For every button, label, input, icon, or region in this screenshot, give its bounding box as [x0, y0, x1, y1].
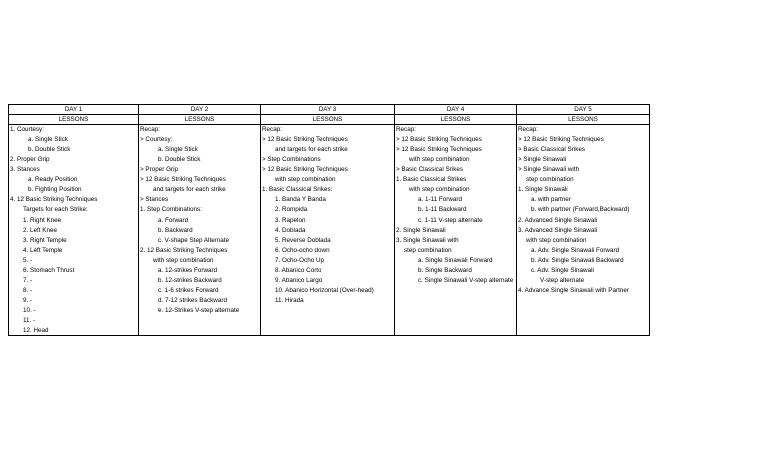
lesson-cell-day-5[interactable]: V-step alternate — [517, 275, 650, 285]
lesson-cell-day-3[interactable]: > 12 Basic Striking Techniques — [261, 165, 395, 175]
lesson-cell-day-1[interactable]: 8. - — [9, 285, 139, 295]
lesson-cell-day-1[interactable]: Targets for each Strike: — [9, 205, 139, 215]
lesson-cell-day-2[interactable]: b. Backward — [139, 225, 261, 235]
lesson-cell-day-5[interactable]: c. Adv. Single Sinawali — [517, 265, 650, 275]
lesson-cell-day-4[interactable] — [395, 326, 517, 336]
lesson-cell-day-1[interactable]: 1. Right Knee — [9, 215, 139, 225]
lesson-cell-day-2[interactable] — [139, 315, 261, 325]
lesson-cell-day-3[interactable]: > Step Combinations — [261, 155, 395, 165]
lesson-cell-day-1[interactable]: 4. 12 Basic Striking Techniques — [9, 195, 139, 205]
lesson-cell-day-1[interactable]: 2. Proper Grip — [9, 155, 139, 165]
lesson-cell-day-3[interactable]: 10. Abanico Horizontal (Over-head) — [261, 285, 395, 295]
lesson-cell-day-3[interactable]: 8. Abanico Corto — [261, 265, 395, 275]
lesson-cell-day-1[interactable]: 2. Left Knee — [9, 225, 139, 235]
lesson-cell-day-3[interactable]: 9. Abanico Largo — [261, 275, 395, 285]
table-row — [9, 195, 650, 205]
lesson-cell-day-5[interactable]: 4. Advance Single Sinawali with Partner — [517, 285, 650, 295]
lesson-cell-day-3[interactable] — [261, 315, 395, 325]
day-header-row — [9, 105, 650, 115]
lesson-cell-day-3[interactable]: 7. Ocho-Ocho Up — [261, 255, 395, 265]
lesson-cell-day-1[interactable]: 6. Stomach Thrust — [9, 265, 139, 275]
lesson-cell-day-2[interactable]: b. 12-strikes Backward — [139, 275, 261, 285]
lesson-cell-day-3[interactable]: 5. Reverse Doblada — [261, 235, 395, 245]
lessons-header-day-4[interactable]: LESSONS — [395, 115, 517, 125]
lesson-cell-day-5[interactable]: step combination — [517, 175, 650, 185]
lesson-cell-day-3[interactable]: 11. Hirada — [261, 295, 395, 305]
lesson-cell-day-2[interactable]: > 12 Basic Striking Techniques — [139, 175, 261, 185]
table-row — [9, 235, 650, 245]
table-row — [9, 185, 650, 195]
lesson-cell-day-4[interactable]: Recap: — [395, 125, 517, 135]
lesson-cell-day-2[interactable]: and targets for each strike — [139, 185, 261, 195]
lesson-cell-day-2[interactable]: c. 1-6 strikes Forward — [139, 285, 261, 295]
lesson-cell-day-2[interactable]: a. Forward — [139, 215, 261, 225]
lesson-cell-day-2[interactable]: > Proper Grip — [139, 165, 261, 175]
lesson-cell-day-2[interactable]: > Stances — [139, 195, 261, 205]
lesson-cell-day-4[interactable] — [395, 285, 517, 295]
lesson-cell-day-1[interactable]: a. Single Stick — [9, 135, 139, 145]
table-row — [9, 285, 650, 295]
table-row — [9, 255, 650, 265]
lesson-cell-day-4[interactable]: > 12 Basic Striking Techniques — [395, 135, 517, 145]
lesson-rows — [9, 125, 650, 336]
lesson-cell-day-5[interactable]: with step combination — [517, 235, 650, 245]
lesson-cell-day-4[interactable]: 3. Single Sinawali with — [395, 235, 517, 245]
lesson-cell-day-3[interactable]: 4. Doblada — [261, 225, 395, 235]
lessons-header-day-1[interactable]: LESSONS — [9, 115, 139, 125]
lesson-cell-day-5[interactable]: > Single Sinawali — [517, 155, 650, 165]
lesson-cell-day-3[interactable]: 1. Banda Y Banda — [261, 195, 395, 205]
lesson-cell-day-5[interactable]: > 12 Basic Striking Techniques — [517, 135, 650, 145]
lesson-cell-day-4[interactable]: > 12 Basic Striking Techniques — [395, 145, 517, 155]
table-row — [9, 145, 650, 155]
lesson-cell-day-1[interactable]: 5. - — [9, 255, 139, 265]
lessons-header-row — [9, 115, 650, 125]
lesson-cell-day-2[interactable]: a. Single Stick — [139, 145, 261, 155]
lesson-cell-day-3[interactable] — [261, 305, 395, 315]
table-row — [9, 225, 650, 235]
lesson-cell-day-5[interactable]: > Basic Classical Srikes — [517, 145, 650, 155]
lesson-cell-day-1[interactable]: 3. Stances — [9, 165, 139, 175]
lesson-cell-day-2[interactable]: Recap: — [139, 125, 261, 135]
lesson-cell-day-4[interactable]: c. 1-11 V-step alternate — [395, 215, 517, 225]
lesson-cell-day-4[interactable]: 2. Single Sinawali — [395, 225, 517, 235]
table-row — [9, 305, 650, 315]
lesson-cell-day-5[interactable] — [517, 326, 650, 336]
table-row — [9, 315, 650, 325]
lesson-cell-day-1[interactable]: 3. Right Temple — [9, 235, 139, 245]
lesson-cell-day-1[interactable]: 1. Courtesy: — [9, 125, 139, 135]
lesson-cell-day-2[interactable]: b. Double Stick — [139, 155, 261, 165]
lesson-cell-day-5[interactable]: a. Adv. Single Sinawali Forward — [517, 245, 650, 255]
lesson-cell-day-3[interactable]: and targets for each strike — [261, 145, 395, 155]
lesson-cell-day-4[interactable]: > Basic Classical Srikes — [395, 165, 517, 175]
table-row — [9, 275, 650, 285]
lesson-cell-day-2[interactable]: > Courtesy: — [139, 135, 261, 145]
lesson-cell-day-5[interactable]: b. Adv. Single Sinawali Backward — [517, 255, 650, 265]
lesson-cell-day-4[interactable]: a. Single Sinawali Forward — [395, 255, 517, 265]
lesson-cell-day-3[interactable]: Recap: — [261, 125, 395, 135]
lesson-cell-day-1[interactable]: a. Ready Position — [9, 175, 139, 185]
lesson-cell-day-1[interactable]: 10. - — [9, 305, 139, 315]
lesson-cell-day-5[interactable] — [517, 305, 650, 315]
table-row — [9, 165, 650, 175]
lesson-cell-day-4[interactable] — [395, 295, 517, 305]
lesson-cell-day-5[interactable]: 2. Advanced Single Sinawali — [517, 215, 650, 225]
day-1-header[interactable]: DAY 1 — [9, 105, 139, 115]
lesson-cell-day-4[interactable]: b. 1-11 Backward — [395, 205, 517, 215]
lesson-cell-day-3[interactable]: with step combination — [261, 175, 395, 185]
lesson-cell-day-2[interactable] — [139, 326, 261, 336]
lesson-cell-day-4[interactable]: b. Single Backward — [395, 265, 517, 275]
lesson-cell-day-2[interactable]: 1. Step Combinations: — [139, 205, 261, 215]
lesson-cell-day-2[interactable]: 2. 12 Basic Striking Techniques — [139, 245, 261, 255]
lessons-header-day-2[interactable]: LESSONS — [139, 115, 261, 125]
table-row — [9, 265, 650, 275]
lesson-cell-day-1[interactable]: b. Fighting Position — [9, 185, 139, 195]
lesson-cell-day-3[interactable]: > 12 Basic Striking Techniques — [261, 135, 395, 145]
table-row — [9, 205, 650, 215]
lesson-cell-day-4[interactable]: c. Single Sinawali V-step alternate — [395, 275, 517, 285]
lesson-cell-day-5[interactable]: 1. Single Sinawali — [517, 185, 650, 195]
lesson-cell-day-4[interactable]: step combination — [395, 245, 517, 255]
lesson-cell-day-4[interactable]: a. 1-11 Forward — [395, 195, 517, 205]
table-row — [9, 215, 650, 225]
lesson-cell-day-2[interactable]: d. 7-12 strikes Backward — [139, 295, 261, 305]
day-4-header[interactable]: DAY 4 — [395, 105, 517, 115]
day-2-header[interactable]: DAY 2 — [139, 105, 261, 115]
lesson-cell-day-5[interactable] — [517, 295, 650, 305]
lesson-cell-day-2[interactable]: a. 12-strikes Forward — [139, 265, 261, 275]
lesson-plan-table — [8, 104, 650, 336]
lesson-cell-day-5[interactable]: > Single Sinawali with — [517, 165, 650, 175]
lesson-cell-day-3[interactable] — [261, 326, 395, 336]
lesson-cell-day-1[interactable]: 9. - — [9, 295, 139, 305]
lesson-cell-day-4[interactable]: with step combination — [395, 185, 517, 195]
lesson-cell-day-1[interactable]: 11. - — [9, 315, 139, 325]
lesson-cell-day-2[interactable]: e. 12-Strikes V-step alternate — [139, 305, 261, 315]
lesson-cell-day-5[interactable]: Recap: — [517, 125, 650, 135]
lesson-cell-day-1[interactable]: b. Double Stick — [9, 145, 139, 155]
lesson-cell-day-4[interactable]: with step combination — [395, 155, 517, 165]
lesson-cell-day-1[interactable]: 7. - — [9, 275, 139, 285]
lesson-cell-day-5[interactable]: b. with partner (Forward,Backward) — [517, 205, 650, 215]
lesson-cell-day-3[interactable]: 3. Rapelon — [261, 215, 395, 225]
lessons-header-day-3[interactable]: LESSONS — [261, 115, 395, 125]
table-row — [9, 326, 650, 336]
lesson-cell-day-2[interactable]: with step combination — [139, 255, 261, 265]
day-5-header[interactable]: DAY 5 — [517, 105, 650, 115]
lesson-cell-day-5[interactable]: 3. Advanced Single Sinawali — [517, 225, 650, 235]
day-3-header[interactable]: DAY 3 — [261, 105, 395, 115]
lesson-cell-day-4[interactable] — [395, 315, 517, 325]
lesson-cell-day-2[interactable]: c. V-shape Step Alternate — [139, 235, 261, 245]
lesson-cell-day-5[interactable] — [517, 315, 650, 325]
lesson-cell-day-3[interactable]: 1. Basic Classical Srikes: — [261, 185, 395, 195]
table-row — [9, 295, 650, 305]
lesson-cell-day-4[interactable]: 1. Basic Classical Strikes — [395, 175, 517, 185]
table-row — [9, 175, 650, 185]
table-row — [9, 135, 650, 145]
lesson-cell-day-4[interactable] — [395, 305, 517, 315]
lesson-cell-day-5[interactable]: a. with partner — [517, 195, 650, 205]
table-row — [9, 125, 650, 135]
lesson-cell-day-3[interactable]: 6. Ocho-ocho down — [261, 245, 395, 255]
lesson-cell-day-3[interactable]: 2. Rompida — [261, 205, 395, 215]
lessons-header-day-5[interactable]: LESSONS — [517, 115, 650, 125]
lesson-cell-day-1[interactable]: 4. Left Temple — [9, 245, 139, 255]
table-row — [9, 155, 650, 165]
table-row — [9, 245, 650, 255]
lesson-cell-day-1[interactable]: 12. Head — [9, 326, 139, 336]
